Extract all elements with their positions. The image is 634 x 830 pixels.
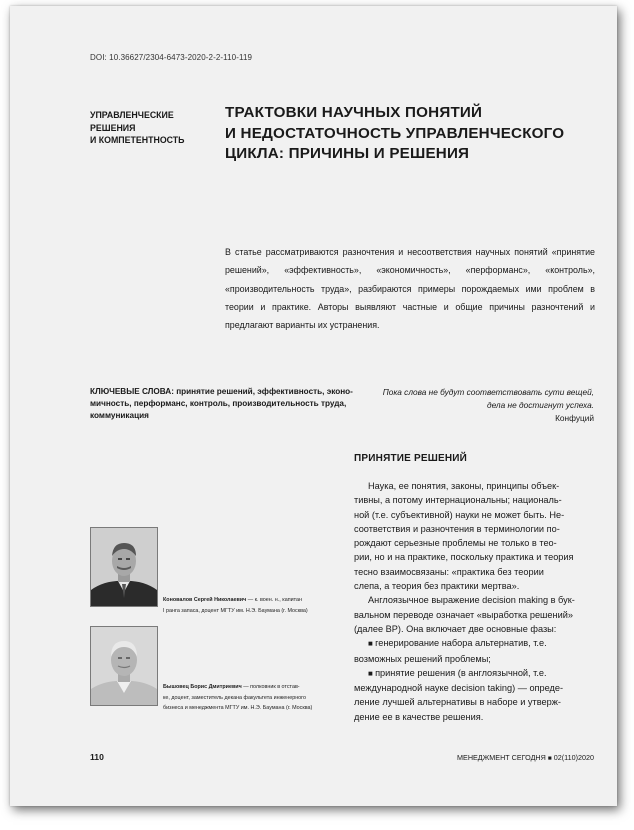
epigraph-author: Конфуций	[555, 413, 594, 424]
author-caption	[163, 595, 333, 616]
body-line: соответствия и разночтения в терминологии по-	[354, 523, 560, 534]
journal-footer	[440, 753, 594, 762]
author-name: Бышовец Борис Дмитриевич	[163, 684, 242, 690]
author-info: ке, доцент, заместитель декана факультета инженерного	[163, 694, 307, 701]
body-line: вальном переводе означает «выработка решений»	[354, 609, 573, 620]
bullet-item: ■ генерирование набора альтернатив, т.е.	[354, 636, 594, 651]
body-line: тесно взаимосвязаны: «практика без теории	[354, 566, 544, 577]
body-line: Наука, ее понятия, законы, принципы объек-	[368, 481, 560, 491]
square-separator-icon: ■	[547, 755, 552, 762]
bullet-item: ■ принятие решения (в англоязычной, т.е.	[354, 666, 594, 681]
keywords	[90, 386, 353, 422]
author-name: Коновалов Сергей Николаевич	[163, 597, 247, 603]
title-line: ТРАКТОВКИ НАУЧНЫХ ПОНЯТИЙ	[225, 104, 483, 121]
keywords-line: КЛЮЧЕВЫЕ СЛОВА: принятие решений, эффективность, эконо-	[90, 387, 353, 396]
body-line: ление лучшей альтернативы в наборе и утверж-	[354, 697, 561, 708]
body-line: Англоязычное выражение decision making в бук-	[368, 595, 575, 606]
rubric-line: УПРАВЛЕНЧЕСКИЕ	[90, 110, 174, 120]
title-line: ЦИКЛА: ПРИЧИНЫ И РЕШЕНИЯ	[225, 145, 470, 162]
body-line: (далее ВР). Она включает две основные фазы:	[354, 623, 557, 634]
doi-line: DOI: 10.36627/2304-6473-2020-2-2-110-119	[90, 53, 253, 62]
body-line: дение ее в качестве решения.	[354, 711, 484, 722]
page-number: 110	[90, 752, 104, 762]
author-info: I ранга запаса, доцент МГТУ им. Н.Э. Баумана (г. Москва)	[163, 607, 308, 614]
epigraph-quote-line: Пока слова не будут соответствовать сути вещей,	[382, 387, 594, 397]
rubric-line: И КОМПЕТЕНТНОСТЬ	[90, 135, 185, 145]
author-info: — полковник в отстав-	[241, 684, 300, 690]
body-line: рии, но и на практике, поскольку практика и теория	[354, 552, 574, 563]
article-title	[225, 103, 605, 165]
epigraph-quote-line: дела не достигнут успеха.	[487, 400, 594, 411]
body-line: тивны, а потому интернациональны; националь-	[354, 495, 562, 506]
author-photo	[90, 527, 158, 607]
journal-issue: 02(110)2020	[553, 753, 594, 762]
title-line: И НЕДОСТАТОЧНОСТЬ УПРАВЛЕНЧЕСКОГО	[225, 124, 565, 142]
abstract: В статье рассматриваются разночтения и несоответствия научных понятий «принятие решений», «эффективность», «экономичность», «перформанс», «контроль», «производительность труда», разбираются примеры порождаемых ими проблем в теории и практике. Авторы выявляют частные и общие причины разночтений и предлагают варианты их устранения.	[225, 247, 595, 331]
author-info: бизнеса и менеджмента МГТУ им. Н.Э. Баумана (г. Москва)	[163, 705, 313, 711]
journal-name: МЕНЕДЖМЕНТ СЕГОДНЯ	[457, 753, 546, 762]
body-line: ной (т.е. субъективной) науки не может быть. Не-	[354, 509, 565, 520]
body-text	[354, 479, 594, 724]
epigraph	[350, 386, 594, 426]
body-line: возможных решений проблемы;	[354, 653, 491, 664]
author-caption	[163, 682, 333, 714]
section-heading: ПРИНЯТИЕ РЕШЕНИЙ	[354, 453, 468, 464]
body-line: слепа, а теория без практики мертва».	[354, 581, 520, 592]
journal-page	[10, 6, 617, 806]
keywords-line: мичность, перформанс, контроль, производительность труда,	[90, 399, 347, 408]
author-photo	[90, 626, 158, 706]
body-line: рождают серьезные проблемы не только в тео-	[354, 538, 557, 549]
body-line: международной науке decision taking) — опреде-	[354, 683, 564, 694]
author-info: — к. воен. н., капитан	[246, 597, 303, 603]
rubric-line: РЕШЕНИЯ	[90, 122, 136, 133]
keywords-line: коммуникация	[90, 411, 149, 420]
rubric-heading	[90, 109, 210, 147]
